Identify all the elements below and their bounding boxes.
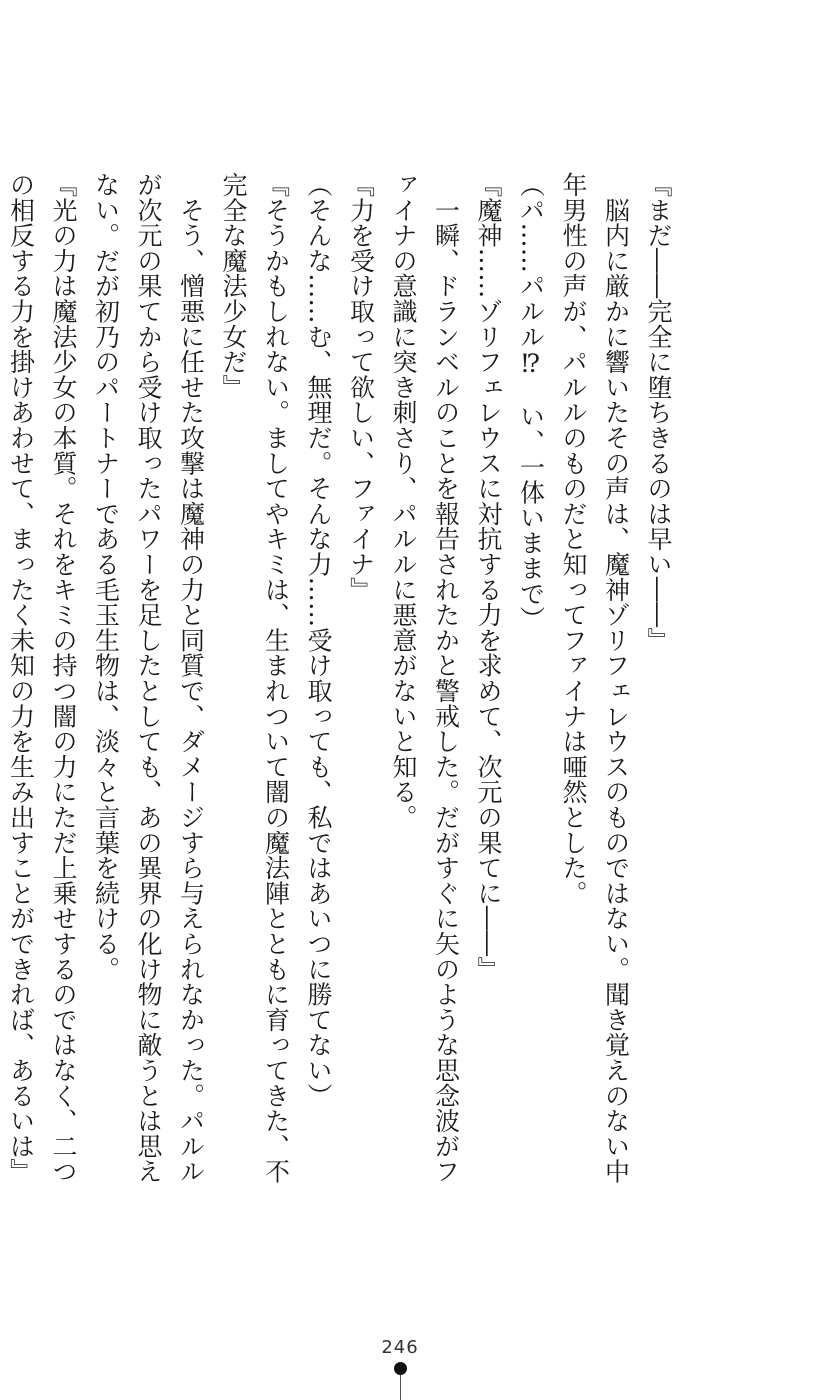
text-line: 『魔神……ゾリフェレウスに対抗する力を求めて、次元の果てに――』 — [474, 172, 503, 982]
body-text — [0, 172, 679, 1184]
text-line: 脳内に厳かに響いたその声は、魔神ゾリフェレウスのものではない。聞き覚えのない中 — [601, 172, 631, 1184]
text-line: 年男性の声が、パルルのものだと知ってファイナは唖然とした。 — [559, 172, 588, 906]
text-line: 『そうかもしれない。ましてやキミは、生まれついて闇の魔法陣とともに育ってきた、不 — [261, 172, 291, 1184]
text-line: （パ……パルル⁉ い、一体いままで） — [516, 172, 546, 632]
text-line: の相反する力を掛けあわせて、まったく未知の力を生み出すことができれば、あるいは』 — [6, 172, 36, 1184]
text-line: 『光の力は魔法少女の本質。それをキミの持つ闇の力にただ上乗せするのではなく、二つ — [49, 172, 78, 1184]
text-line: 『まだ――完全に堕ちきるのは早い――』 — [644, 172, 673, 653]
text-line: （そんな……む、無理だ。そんな力……受け取っても、私ではあいつに勝てない） — [304, 172, 333, 1109]
text-line: ァイナの意識に突き刺さり、パルルに悪意がないと知る。 — [389, 172, 418, 830]
page-marker-rule — [400, 1375, 401, 1400]
text-line: 完全な魔法少女だ』 — [219, 172, 248, 400]
page-number: 246 — [381, 1337, 419, 1358]
text-line: ない。だが初乃のパートナーである毛玉生物は、淡々と言葉を続ける。 — [91, 172, 121, 982]
page-marker-dot — [394, 1362, 407, 1375]
text-line: が次元の果てから受け取ったパワーを足したとしても、あの異界の化け物に敵うとは思え — [134, 172, 163, 1184]
text-line: そう、憎悪に任せた攻撃は魔神の力と同質で、ダメージすら与えられなかった。パルル — [176, 172, 206, 1184]
text-line: 『力を受け取って欲しい、ファイナ』 — [346, 172, 376, 603]
text-line: 一瞬、ドランベルのことを報告されたかと警戒した。だがすぐに矢のような思念波がフ — [431, 172, 461, 1184]
